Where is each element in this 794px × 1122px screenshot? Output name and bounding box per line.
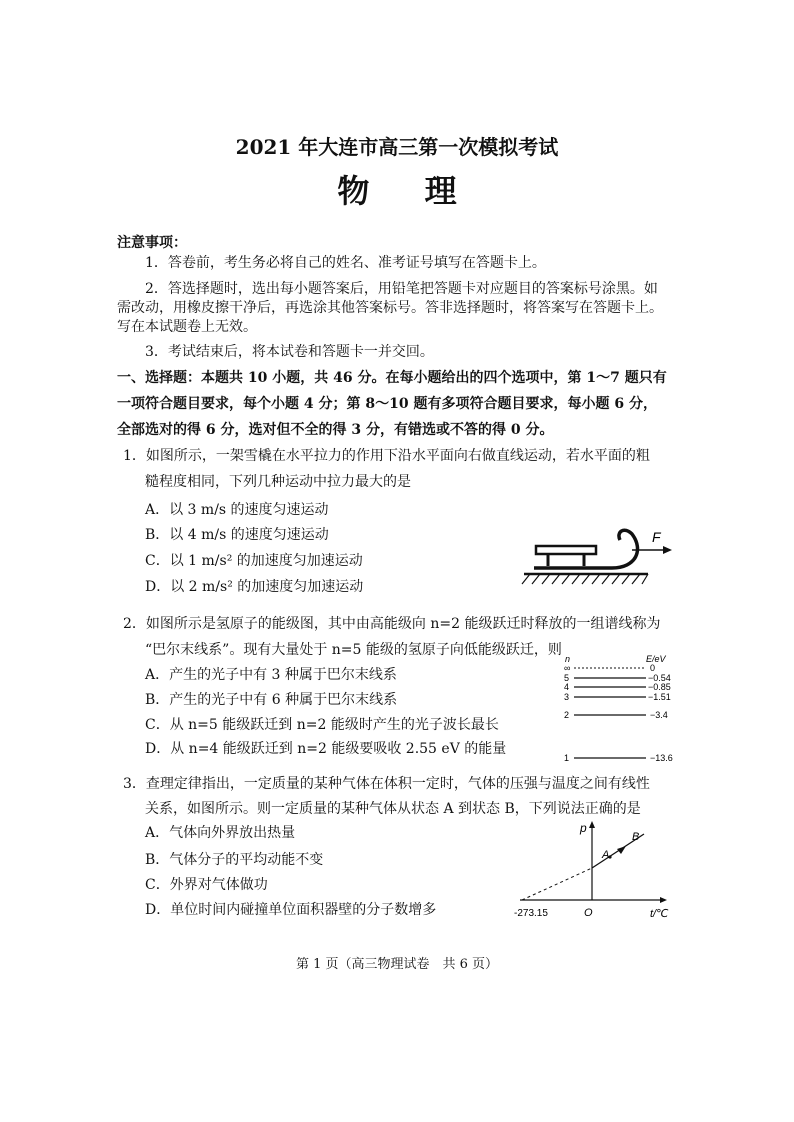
subject-title: 物 理 xyxy=(337,172,479,210)
q1-stem-line-1: 1．如图所示，一架雪橇在水平拉力的作用下沿水平面向右做直线运动，若水平面的粗 xyxy=(123,448,650,464)
page-footer: 第 1 页（高三物理试卷 共 6 页） xyxy=(295,957,499,972)
section1-line-2: 一项符合题目要求，每个小题 4 分；第 8～10 题有多项符合题目要求，每小题 6 分， xyxy=(117,396,657,412)
q2-option-c: C．从 n=5 能级跃迁到 n=2 能级时产生的光子波长最长 xyxy=(145,717,499,733)
level-e-inf: 0 xyxy=(650,663,656,673)
exam-title: 2021 年大连市高三第一次模拟考试 xyxy=(235,135,559,159)
notice-heading: 注意事项： xyxy=(117,235,187,251)
level-e-5: −0.54 xyxy=(648,673,671,683)
level-e-2: −3.4 xyxy=(650,710,668,720)
level-n-2: 2 xyxy=(564,710,570,720)
level-n-4: 4 xyxy=(564,682,570,692)
q3-pt-graph xyxy=(510,818,680,924)
level-e-1: −13.6 xyxy=(650,753,673,763)
q1-stem-line-2: 糙程度相同，下列几种运动中拉力最大的是 xyxy=(145,474,411,490)
section1-line-1: 一、选择题：本题共 10 小题，共 46 分。在每小题给出的四个选项中，第 1～7 题只有 xyxy=(117,370,667,386)
n-axis-label: n xyxy=(565,654,571,664)
intercept-label: -273.15 xyxy=(514,908,548,919)
level-e-4: −0.85 xyxy=(648,682,671,692)
level-e-3: −1.51 xyxy=(648,692,671,702)
q2-option-b: B．产生的光子中有 6 种属于巴尔末线系 xyxy=(145,692,398,708)
q2-stem-line-2: “巴尔末线系”。现有大量处于 n=5 能级的氢原子向低能级跃迁，则 xyxy=(145,642,562,658)
q2-option-a: A．产生的光子中有 3 种属于巴尔末线系 xyxy=(145,667,397,683)
q1-option-b: B．以 4 m/s 的速度匀速运动 xyxy=(145,527,329,543)
q2-stem-line-1: 2．如图所示是氢原子的能级图，其中由高能级向 n=2 能级跃迁时释放的一组谱线称为 xyxy=(123,616,661,632)
ground-hatch xyxy=(522,574,648,584)
notice-item-2-line-1: 2．答选择题时，选出每小题答案后，用铅笔把答题卡对应题目的答案标号涂黑。如 xyxy=(145,281,658,297)
dashed-extrapolation xyxy=(522,868,592,900)
origin-label: O xyxy=(584,907,593,919)
q1-option-c: C．以 1 m/s² 的加速度匀加速运动 xyxy=(145,553,363,569)
q1-option-a: A．以 3 m/s 的速度匀速运动 xyxy=(145,502,329,518)
q3-option-d: D．单位时间内碰撞单位面积器壁的分子数增多 xyxy=(145,902,437,918)
q3-stem-line-1: 3．查理定律指出，一定质量的某种气体在体积一定时，气体的压强与温度之间有线性 xyxy=(123,776,650,792)
q1-option-d: D．以 2 m/s² 的加速度匀加速运动 xyxy=(145,579,364,595)
notice-item-2-line-2: 需改动，用橡皮擦干净后，再选涂其他答案标号。答非选择题时，将答案写在答题卡上。 xyxy=(117,300,663,316)
level-n-5: 5 xyxy=(564,673,570,683)
sled-seat xyxy=(536,546,596,554)
direction-arrow xyxy=(617,846,626,854)
notice-item-1: 1．答卷前，考生务必将自己的姓名、准考证号填写在答题卡上。 xyxy=(145,255,546,271)
energy-axis-label: E/eV xyxy=(646,654,666,664)
q3-option-a: A．气体向外界放出热量 xyxy=(145,825,296,841)
q1-sled-figure xyxy=(520,520,680,592)
p-axis-arrowhead xyxy=(589,821,595,828)
section1-line-3: 全部选对的得 6 分，选对但不全的得 3 分，有错选或不答的得 0 分。 xyxy=(117,422,554,438)
t-axis-label: t/℃ xyxy=(650,908,669,920)
p-axis-label: p xyxy=(580,821,587,835)
t-axis-arrowhead xyxy=(660,897,667,903)
q2-energy-level-figure xyxy=(560,654,690,766)
notice-item-3: 3．考试结束后，将本试卷和答题卡一并交回。 xyxy=(145,344,434,360)
level-n-1: 1 xyxy=(564,753,570,763)
q2-option-d: D．从 n=4 能级跃迁到 n=2 能级要吸收 2.55 eV 的能量 xyxy=(145,741,507,757)
level-n-3: 3 xyxy=(564,692,570,702)
level-n-inf: ∞ xyxy=(564,663,571,673)
force-arrowhead xyxy=(663,546,672,554)
q3-option-c: C．外界对气体做功 xyxy=(145,877,268,893)
point-a-label: A xyxy=(602,849,610,861)
force-label: F xyxy=(652,529,661,545)
q3-stem-line-2: 关系，如图所示。则一定质量的某种气体从状态 A 到状态 B，下列说法正确的是 xyxy=(145,801,641,817)
point-b-label: B xyxy=(632,831,640,843)
q3-option-b: B．气体分子的平均动能不变 xyxy=(145,852,324,868)
notice-item-2-line-3: 写在本试题卷上无效。 xyxy=(117,319,257,335)
